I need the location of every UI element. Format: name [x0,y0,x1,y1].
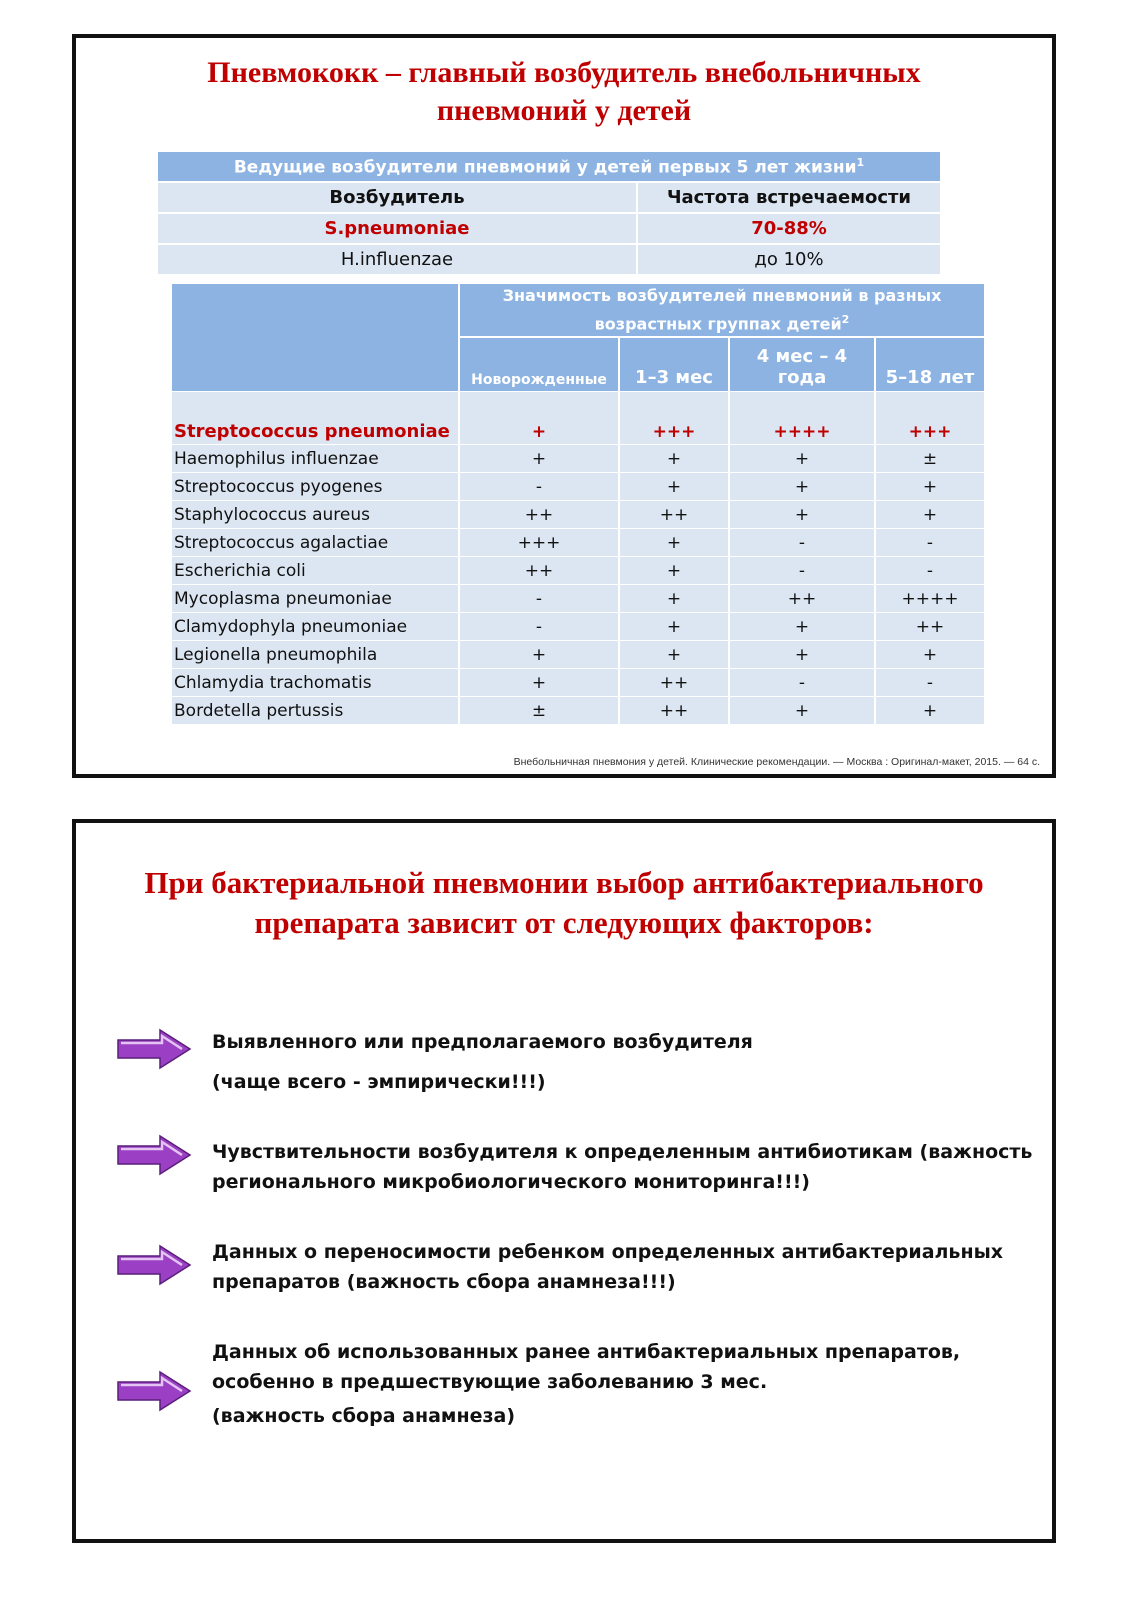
organism-name: Streptococcus pyogenes [172,473,459,501]
factor-text-line: Чувствительности возбудителя к определенным антибиотикам (важность [212,1141,1033,1163]
significance-cell: + [619,557,729,585]
significance-cell: - [459,473,619,501]
age-group-header: 5–18 лет [875,337,984,392]
age-group-header: Новорожденные [459,337,619,392]
slide1-title-line: пневмоний у детей [436,94,692,127]
significance-cell: - [459,613,619,641]
organism-name: Streptococcus agalactiae [172,529,459,557]
table-row [172,529,984,557]
factor-text-line: Данных об использованных ранее антибактериальных препаратов, [212,1341,961,1363]
significance-cell: + [729,445,875,473]
organism-name: Chlamydia trachomatis [172,669,459,697]
significance-cell: + [619,473,729,501]
table-row [172,445,984,473]
significance-cell: + [729,697,875,725]
organism-name: Staphylococcus aureus [172,501,459,529]
significance-cell: - [875,557,984,585]
factor-text-line: препаратов (важность сбора анамнеза!!!) [212,1271,676,1293]
source-footnote: Внебольничная пневмония у детей. Клинические рекомендации. — Москва : Оригинал-макет, 2015. — 64 с. [513,756,1040,768]
organism-name: Streptococcus pneumoniae [172,392,459,445]
table2-group-header-line: возрастных группах детей [594,314,842,334]
slide2-title-line: препарата зависит от следующих факторов: [254,905,874,940]
significance-cell: ++ [875,613,984,641]
significance-cell: + [875,501,984,529]
significance-cell: ++ [459,557,619,585]
significance-cell: + [729,473,875,501]
table-row [172,501,984,529]
factor-text-line: (важность сбора анамнеза) [212,1405,515,1427]
significance-cell: ++++ [875,585,984,613]
table-row [172,473,984,501]
factor-text-line: особенно в предшествующие заболеванию 3 мес. [212,1371,768,1393]
table-row [172,697,984,725]
factor-text-line: Выявленного или предполагаемого возбудителя [212,1031,753,1053]
table-row [172,669,984,697]
table2-corner [172,284,459,392]
organism-name: Clamydophyla pneumoniae [172,613,459,641]
significance-cell: + [729,641,875,669]
right-arrow-icon [116,1243,192,1287]
age-group-header: 1–3 мес [619,337,729,392]
significance-cell: - [875,529,984,557]
age-group-header: 4 мес – 4 года [729,337,875,392]
slide-pneumococcus [72,34,1056,778]
significance-cell: + [459,392,619,445]
table-row [172,613,984,641]
significance-cell: +++ [459,529,619,557]
organism-name: Bordetella pertussis [172,697,459,725]
significance-cell: ± [459,697,619,725]
slide2-title-line: При бактериальной пневмонии выбор антибактериального [144,865,984,900]
slide1-title [76,54,1052,130]
table-row [172,557,984,585]
table1-frequency: до 10% [637,244,940,274]
table1-header-pathogen: Возбудитель [158,182,637,213]
table2-group-header [459,284,984,337]
significance-cell: + [459,669,619,697]
significance-cell: + [619,613,729,641]
table1-pathogen: S.pneumoniae [158,213,637,244]
right-arrow-icon [116,1133,192,1177]
table-row [172,641,984,669]
table2-group-header-line: Значимость возбудителей пневмоний в разных [502,286,942,305]
significance-cell: ++ [619,697,729,725]
significance-cell: - [875,669,984,697]
significance-cell: + [619,585,729,613]
significance-cell: - [729,529,875,557]
factor-text [212,1027,1036,1097]
table1-banner-text: Ведущие возбудители пневмоний у детей первых 5 лет жизни [233,157,857,178]
table2-group-header-sup: 2 [841,313,850,326]
factor-text [212,1137,1036,1197]
significance-cell: + [459,445,619,473]
table1-banner-sup: 1 [856,155,865,169]
factor-text [212,1337,1036,1431]
significance-cell: ++ [619,669,729,697]
significance-cell: +++ [619,392,729,445]
organism-name: Mycoplasma pneumoniae [172,585,459,613]
significance-cell: ++++ [729,392,875,445]
table-row [172,392,984,445]
significance-cell: ++ [619,501,729,529]
organism-name: Legionella pneumophila [172,641,459,669]
factor-text-line: (чаще всего - эмпирически!!!) [212,1071,546,1093]
significance-cell: ++ [729,585,875,613]
significance-cell: + [619,529,729,557]
table1-frequency: 70-88% [637,213,940,244]
significance-cell: + [729,613,875,641]
significance-cell: + [459,641,619,669]
slide2-title [76,863,1052,943]
table-row [158,244,940,274]
factor-text [212,1237,1036,1297]
organism-name: Escherichia coli [172,557,459,585]
table1-banner [158,152,940,182]
significance-cell: ++ [459,501,619,529]
right-arrow-icon [116,1369,192,1413]
right-arrow-icon [116,1027,192,1071]
significance-cell: - [729,557,875,585]
significance-cell: + [875,697,984,725]
significance-cell: + [875,641,984,669]
significance-cell: ± [875,445,984,473]
table-row [172,585,984,613]
significance-cell: - [729,669,875,697]
significance-cell: +++ [875,392,984,445]
table1-pathogen: H.influenzae [158,244,637,274]
slide-antibiotic-choice [72,819,1056,1543]
table1-header-frequency: Частота встречаемости [637,182,940,213]
significance-cell: - [459,585,619,613]
significance-cell: + [729,501,875,529]
factor-text-line: Данных о переносимости ребенком определенных антибактериальных [212,1241,1004,1263]
slide1-title-line: Пневмококк – главный возбудитель внебольничных [207,56,921,89]
significance-cell: + [619,641,729,669]
significance-cell: + [875,473,984,501]
table-row [158,213,940,244]
factor-text-line: регионального микробиологического мониторинга!!!) [212,1171,810,1193]
significance-cell: + [619,445,729,473]
age-groups-pathogens-table [172,284,984,724]
organism-name: Haemophilus influenzae [172,445,459,473]
leading-pathogens-table [158,152,940,274]
